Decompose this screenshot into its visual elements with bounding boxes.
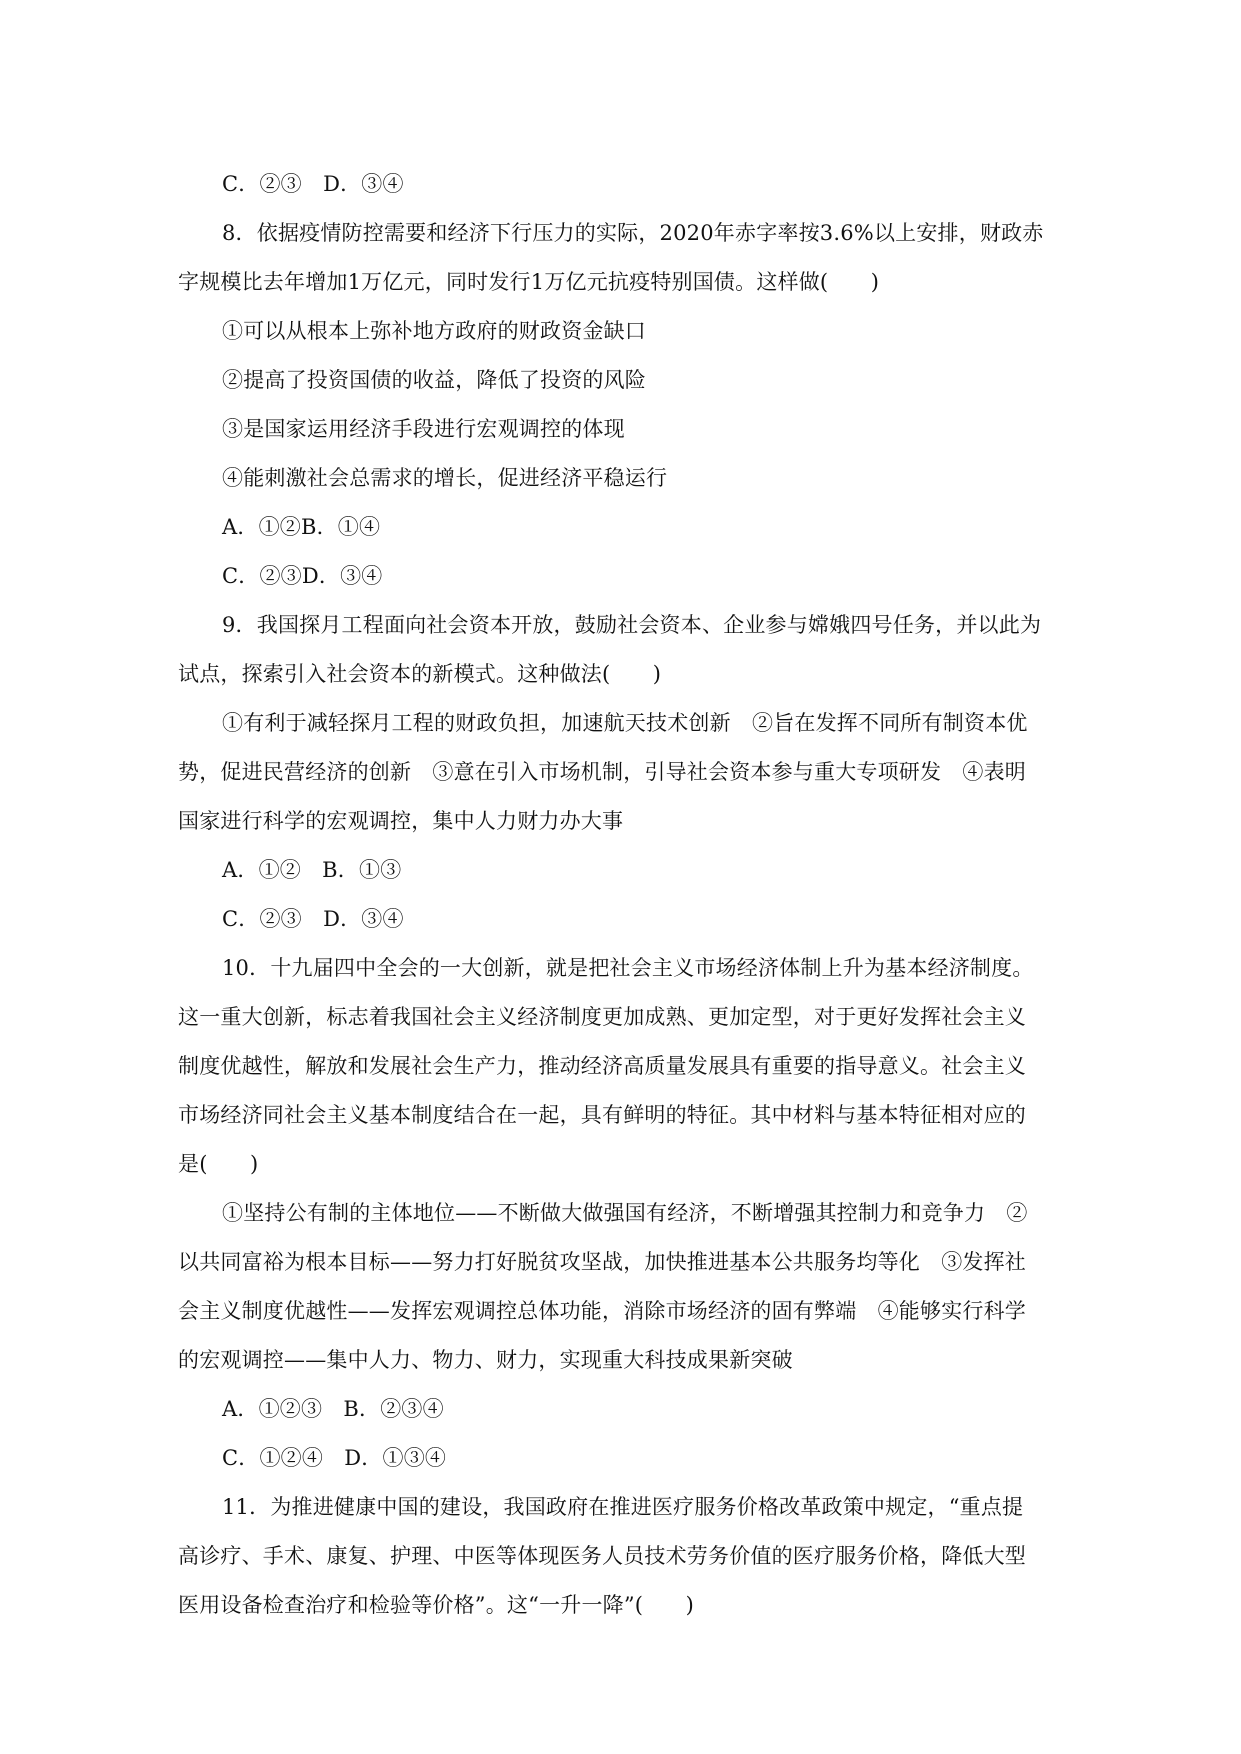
q10-statements-line-3: 会主义制度优越性——发挥宏观调控总体功能，消除市场经济的固有弊端 ④能够实行科学 [178, 1299, 1026, 1323]
q10-statements-line-4: 的宏观调控——集中人力、物力、财力，实现重大科技成果新突破 [178, 1348, 793, 1372]
q8-options-cd: C．②③D．③④ [222, 564, 383, 588]
q11-stem-line-3: 医用设备检查治疗和检验等价格”。这“一升一降”( ) [178, 1593, 694, 1617]
q9-stem-line-1: 9．我国探月工程面向社会资本开放，鼓励社会资本、企业参与嫦娥四号任务，并以此为 [222, 613, 1042, 637]
q9-statements-line-3: 国家进行科学的宏观调控，集中人力财力办大事 [178, 809, 624, 833]
q10-stem-line-4: 市场经济同社会主义基本制度结合在一起，具有鲜明的特征。其中材料与基本特征相对应的 [178, 1103, 1026, 1127]
q8-statement-1: ①可以从根本上弥补地方政府的财政资金缺口 [222, 319, 646, 343]
q9-options-cd: C．②③ D．③④ [222, 907, 404, 931]
q8-options-ab: A．①②B．①④ [222, 515, 381, 539]
q8-stem-line-1: 8．依据疫情防控需要和经济下行压力的实际，2020年赤字率按3.6%以上安排，财政赤 [222, 221, 1044, 245]
q10-statements-line-1: ①坚持公有制的主体地位——不断做大做强国有经济，不断增强其控制力和竞争力 ② [222, 1201, 1028, 1225]
q8-statement-3: ③是国家运用经济手段进行宏观调控的体现 [222, 417, 625, 441]
q11-stem-line-2: 高诊疗、手术、康复、护理、中医等体现医务人员技术劳务价值的医疗服务价格，降低大型 [178, 1544, 1026, 1568]
q11-stem-line-1: 11．为推进健康中国的建设，我国政府在推进医疗服务价格改革政策中规定，“重点提 [222, 1495, 1024, 1519]
q10-stem-line-5: 是( ) [178, 1152, 259, 1176]
q10-stem-line-1: 10．十九届四中全会的一大创新，就是把社会主义市场经济体制上升为基本经济制度。 [222, 956, 1034, 980]
q9-options-ab: A．①② B．①③ [222, 858, 402, 882]
q8-statement-2: ②提高了投资国债的收益，降低了投资的风险 [222, 368, 646, 392]
q10-stem-line-3: 制度优越性，解放和发展社会生产力，推动经济高质量发展具有重要的指导意义。社会主义 [178, 1054, 1026, 1078]
q9-statements-line-2: 势，促进民营经济的创新 ③意在引入市场机制，引导社会资本参与重大专项研发 ④表明 [178, 760, 1026, 784]
q9-statements-line-1: ①有利于减轻探月工程的财政负担，加速航天技术创新 ②旨在发挥不同所有制资本优 [222, 711, 1028, 735]
q7-options-cd: C．②③ D．③④ [222, 172, 404, 196]
q8-statement-4: ④能刺激社会总需求的增长，促进经济平稳运行 [222, 466, 668, 490]
q10-statements-line-2: 以共同富裕为根本目标——努力打好脱贫攻坚战，加快推进基本公共服务均等化 ③发挥社 [178, 1250, 1026, 1274]
q10-options-ab: A．①②③ B．②③④ [222, 1397, 444, 1421]
q9-stem-line-2: 试点，探索引入社会资本的新模式。这种做法( ) [178, 662, 662, 686]
q10-stem-line-2: 这一重大创新，标志着我国社会主义经济制度更加成熟、更加定型，对于更好发挥社会主义 [178, 1005, 1026, 1029]
page-content [178, 160, 1063, 1630]
q10-options-cd: C．①②④ D．①③④ [222, 1446, 447, 1470]
q8-stem-line-2: 字规模比去年增加1万亿元，同时发行1万亿元抗疫特别国债。这样做( ) [178, 270, 880, 294]
